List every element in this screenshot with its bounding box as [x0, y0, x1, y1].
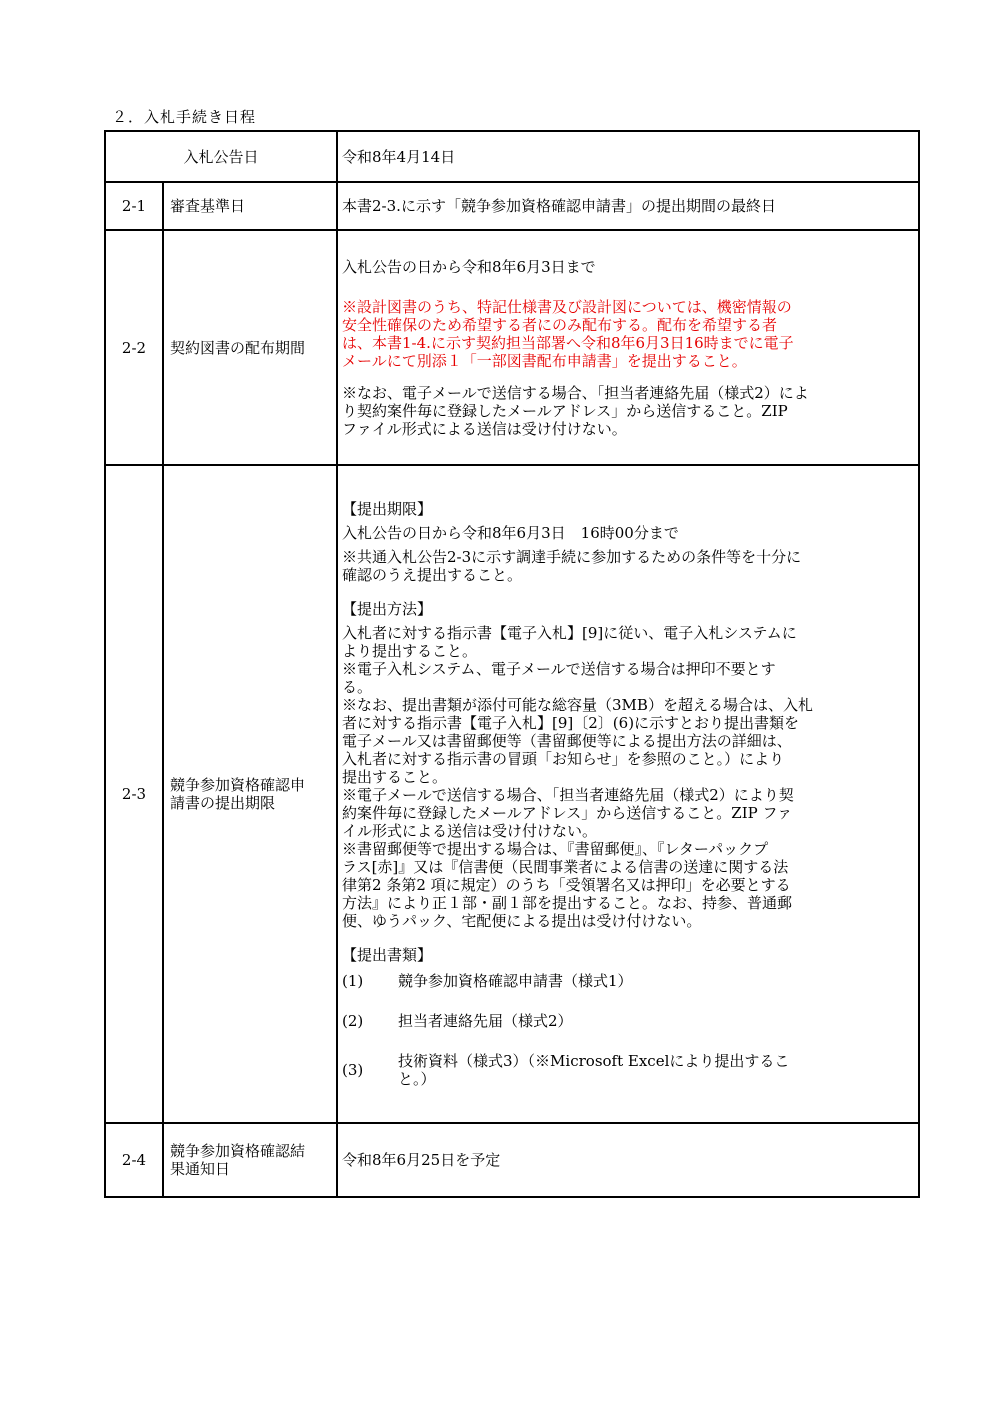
method-line: 約案件毎に登録したメールアドレス」から送信すること。ZIP ファ [342, 804, 793, 822]
document-number: (3) [342, 1061, 364, 1079]
row-2-4 [105, 1123, 919, 1197]
row-2-1-number: 2-1 [105, 182, 163, 230]
document-text: 担当者連絡先届（様式2） [398, 1012, 573, 1030]
row-2-2-number: 2-2 [105, 230, 163, 465]
row-2-2-content [337, 230, 919, 465]
deadline-title: 【提出期限】 [342, 500, 433, 518]
method-line: ※電子メールで送信する場合、「担当者連絡先届（様式2）により契 [342, 786, 794, 804]
method-line: ※電子入札システム、電子メールで送信する場合は押印不要とす [342, 660, 776, 678]
confidential-line: メールにて別添１「一部図書配布申請書」を提出すること。 [342, 351, 747, 370]
email-note-line: ※なお、電子メールで送信する場合、「担当者連絡先届（様式2）によ [342, 383, 809, 402]
document-text [398, 1052, 912, 1088]
common-note-line: 確認のうえ提出すること。 [342, 566, 523, 584]
email-note-line: り契約案件毎に登録したメールアドレス」から送信すること。ZIP [342, 401, 788, 420]
confidential-notice [342, 298, 912, 370]
method-line: 便、ゆうパック、宅配便による提出は受け付けない。 [342, 912, 702, 930]
method-line: 入札者に対する指示書の冒頭「お知らせ」を参照のこと。）により [342, 750, 785, 768]
row-2-1-name: 審査基準日 [163, 182, 337, 230]
row-bid-notice-date [105, 131, 919, 182]
method-line: 者に対する指示書【電子入札】[9]〔2〕(6)に示すとおり提出書類を [342, 714, 800, 732]
row-2-4-name [163, 1123, 337, 1197]
document-number: (2) [342, 1012, 364, 1030]
email-note [342, 384, 912, 438]
row-2-2 [105, 230, 919, 465]
row-2-3-number: 2-3 [105, 465, 163, 1123]
row-2-1-content: 本書2-3.に示す「競争参加資格確認申請書」の提出期間の最終日 [337, 182, 919, 230]
row-2-3-name [163, 465, 337, 1123]
method-line: 律第2 条第2 項に規定）のうち「受領署名又は押印」を必要とする [342, 876, 791, 894]
method-line: ※なお、提出書類が添付可能な総容量（3MB）を超える場合は、入札 [342, 696, 813, 714]
bid-schedule-table [104, 130, 920, 1198]
confidential-line: 安全性確保のため希望する者にのみ配布する。配布を希望する者 [342, 315, 778, 334]
document-item [342, 972, 912, 990]
method-line: より提出すること。 [342, 642, 478, 660]
method-line: 電子メール又は書留郵便等（書留郵便等による提出方法の詳細は、 [342, 732, 792, 750]
document-text-line: 技術資料（様式3）（※Microsoft Excelにより提出するこ [398, 1052, 790, 1070]
row-2-1 [105, 182, 919, 230]
row-2-4-name-line: 果通知日 [170, 1160, 231, 1178]
method-title: 【提出方法】 [342, 600, 433, 618]
row-2-3 [105, 465, 919, 1123]
confidential-line: は、本書1-4.に示す契約担当部署へ令和8年6月3日16時までに電子 [342, 333, 794, 352]
row-2-2-name: 契約図書の配布期間 [163, 230, 337, 465]
bid-notice-date-value: 令和8年4月14日 [337, 131, 919, 182]
confidential-line: ※設計図書のうち、特記仕様書及び設計図については、機密情報の [342, 297, 792, 316]
row-2-4-content: 令和8年6月25日を予定 [337, 1123, 919, 1197]
section-heading: ２．入札手続き日程 [112, 108, 257, 126]
distribution-period: 入札公告の日から令和8年6月3日まで [342, 257, 596, 276]
method-line: 入札者に対する指示書【電子入札】[9]に従い、電子入札システムに [342, 624, 797, 642]
row-2-3-content [337, 465, 919, 1123]
row-2-3-name-line: 競争参加資格確認申 [170, 776, 306, 794]
method-text [342, 624, 912, 930]
document-item [342, 1052, 912, 1088]
row-2-4-number: 2-4 [105, 1123, 163, 1197]
document-text: 競争参加資格確認申請書（様式1） [398, 972, 633, 990]
document-item [342, 1012, 912, 1030]
bid-notice-date-label: 入札公告日 [105, 131, 337, 182]
method-line: 方法』により正１部・副１部を提出すること。なお、持参、普通郵 [342, 894, 793, 912]
method-line: ※書留郵便等で提出する場合は、『書留郵便』、『レターパックプ [342, 840, 769, 858]
document-number: (1) [342, 972, 364, 990]
common-note-line: ※共通入札公告2-3に示す調達手続に参加するための条件等を十分に [342, 548, 802, 566]
method-line: 提出すること。 [342, 768, 448, 786]
row-2-3-name-line: 請書の提出期限 [170, 794, 276, 812]
documents-title: 【提出書類】 [342, 946, 433, 964]
method-line: イル形式による送信は受け付けない。 [342, 822, 598, 840]
row-2-4-name-line: 競争参加資格確認結 [170, 1142, 306, 1160]
deadline-text: 入札公告の日から令和8年6月3日 16時00分まで [342, 524, 679, 542]
email-note-line: ファイル形式による送信は受け付けない。 [342, 419, 627, 438]
method-line: ラス[赤]』又は『信書便（民間事業者による信書の送達に関する法 [342, 858, 789, 876]
document-text-line: と。） [398, 1070, 436, 1088]
method-line: る。 [342, 678, 373, 696]
